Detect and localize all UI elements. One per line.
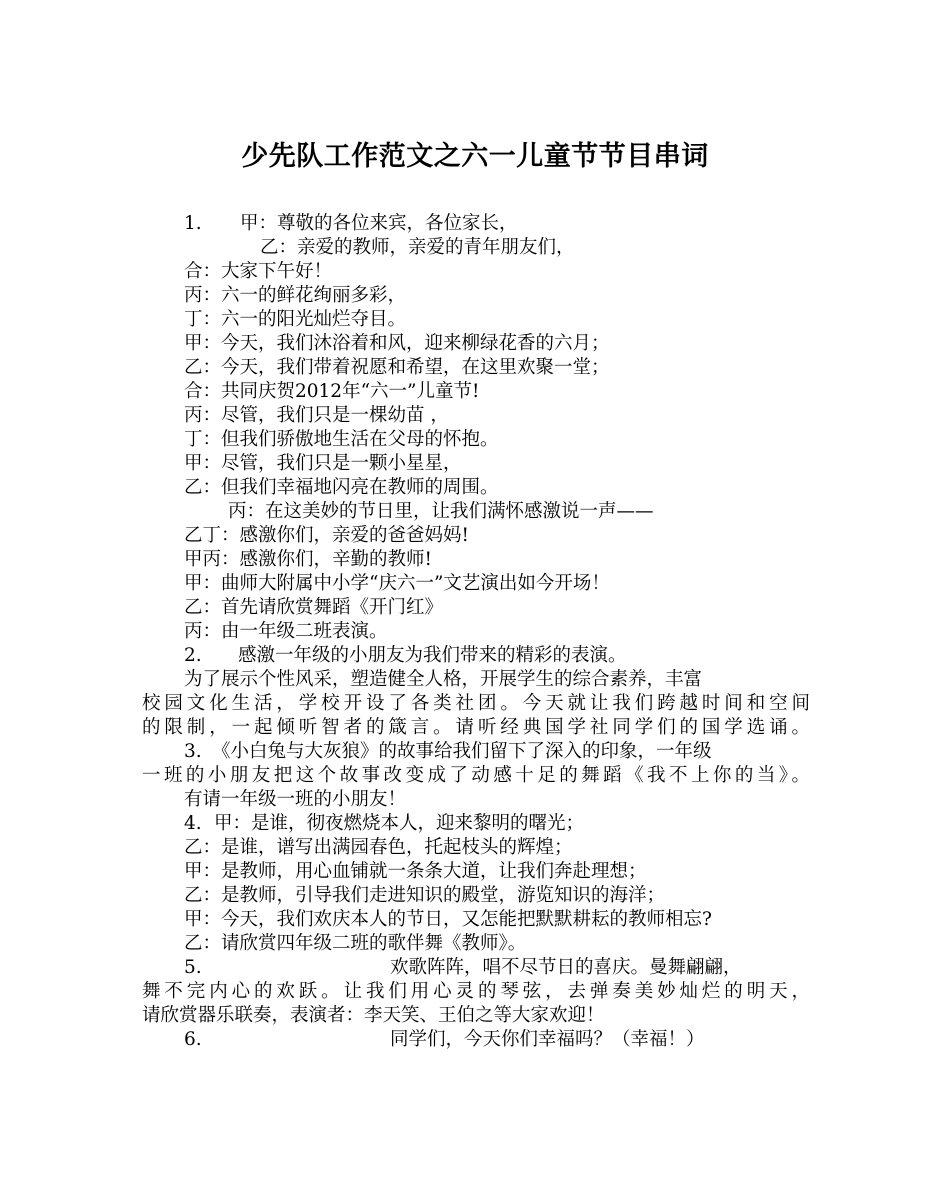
item-number: 1.: [184, 213, 202, 234]
text-line: 合：共同庆贺2012年“六一”儿童节!: [184, 381, 480, 402]
text-line: 一班的小朋友把这个故事改变成了动感十足的舞蹈《我不上你的当》。: [142, 765, 810, 786]
text-line: 的限制，一起倾听智者的箴言。请听经典国学社同学们的国学选诵。: [142, 717, 810, 738]
text-line: 甲：曲师大附属中小学“庆六一”文艺演出如今开场！: [184, 573, 610, 594]
line-text: 甲：是谁，彻夜燃烧本人，迎来黎明的曙光；: [214, 813, 585, 834]
line-text: 欢歌阵阵，唱不尽节日的喜庆。曼舞翩翩，: [390, 957, 742, 978]
text-line: 丁：六一的阳光灿烂夺目。: [184, 309, 407, 330]
text-line: 乙：请欣赏四年级二班的歌伴舞《教师》。: [184, 933, 527, 954]
line-text: 同学们，今天你们幸福吗？（幸福！）: [390, 1029, 705, 1050]
text-line: [184, 740, 712, 763]
text-line: 甲：是教师，用心血铺就一条条大道，让我们奔赴理想；: [184, 861, 647, 882]
text-line: 丙：由一年级二班表演。: [184, 621, 388, 642]
line-text: 甲：尊敬的各位来宾，各位家长，: [240, 213, 518, 234]
text-line: 舞不完内心的欢跃。让我们用心灵的琴弦，去弹奏美妙灿烂的明天，: [142, 981, 810, 1002]
text-line: 丙：六一的鲜花绚丽多彩，: [184, 285, 407, 306]
text-line: [184, 1028, 705, 1051]
text-line: 乙：是教师，引导我们走进知识的殿堂，游览知识的海洋；: [184, 885, 666, 906]
text-line: 乙：首先请欣赏舞蹈《开门红》: [184, 597, 444, 618]
item-number: 4.: [184, 813, 202, 834]
text-line: [184, 956, 742, 979]
text-line: 甲：今天，我们沐浴着和风，迎来柳绿花香的六月；: [184, 333, 610, 354]
text-line: 甲：今天，我们欢庆本人的节日，又怎能把默默耕耘的教师相忘?: [184, 909, 712, 930]
text-line: 有请一年级一班的小朋友！: [184, 789, 407, 810]
text-line: 为了展示个性风采，塑造健全人格，开展学生的综合素养，丰富: [184, 669, 703, 690]
line-text: 感激一年级的小朋友为我们带来的精彩的表演。: [238, 645, 627, 666]
item-number: 6.: [184, 1029, 202, 1050]
document-title: 少先队工作范文之六一儿童节节目串词: [241, 141, 709, 172]
text-line: 乙：今天，我们带着祝愿和希望，在这里欢聚一堂；: [184, 357, 610, 378]
text-line: [184, 812, 584, 835]
item-number: 5.: [184, 957, 202, 978]
text-line: 丙：在这美妙的节日里，让我们满怀感激说一声——: [228, 501, 654, 522]
text-line: [184, 212, 518, 235]
text-line: 丙：尽管，我们只是一棵幼苗 ，: [184, 405, 449, 426]
text-line: 丁：但我们骄傲地生活在父母的怀抱。: [184, 429, 499, 450]
text-line: 甲：尽管，我们只是一颗小星星，: [184, 453, 462, 474]
item-number: 2.: [184, 645, 202, 666]
text-line: 合：大家下午好！: [184, 261, 333, 282]
text-line: 请欣赏器乐联奏，表演者：李天笑、王伯之等大家欢迎！: [142, 1005, 605, 1026]
line-text: 《小白兔与大灰狼》的故事给我们留下了深入的印象，一年级: [212, 741, 712, 762]
text-line: 乙：但我们幸福地闪亮在教师的周围。: [184, 477, 499, 498]
item-number: 3.: [184, 741, 202, 762]
text-line: 乙：是谁，谱写出满园春色，托起枝头的辉煌；: [184, 837, 573, 858]
text-line: [184, 644, 627, 667]
text-line: 甲丙：感激你们，辛勤的教师!: [184, 549, 432, 570]
text-line: 乙：亲爱的教师，亲爱的青年朋友们，: [260, 237, 575, 258]
text-line: 校园文化生活，学校开设了各类社团。今天就让我们跨越时间和空间: [142, 693, 810, 714]
text-line: 乙丁：感激你们，亲爱的爸爸妈妈!: [184, 525, 469, 546]
